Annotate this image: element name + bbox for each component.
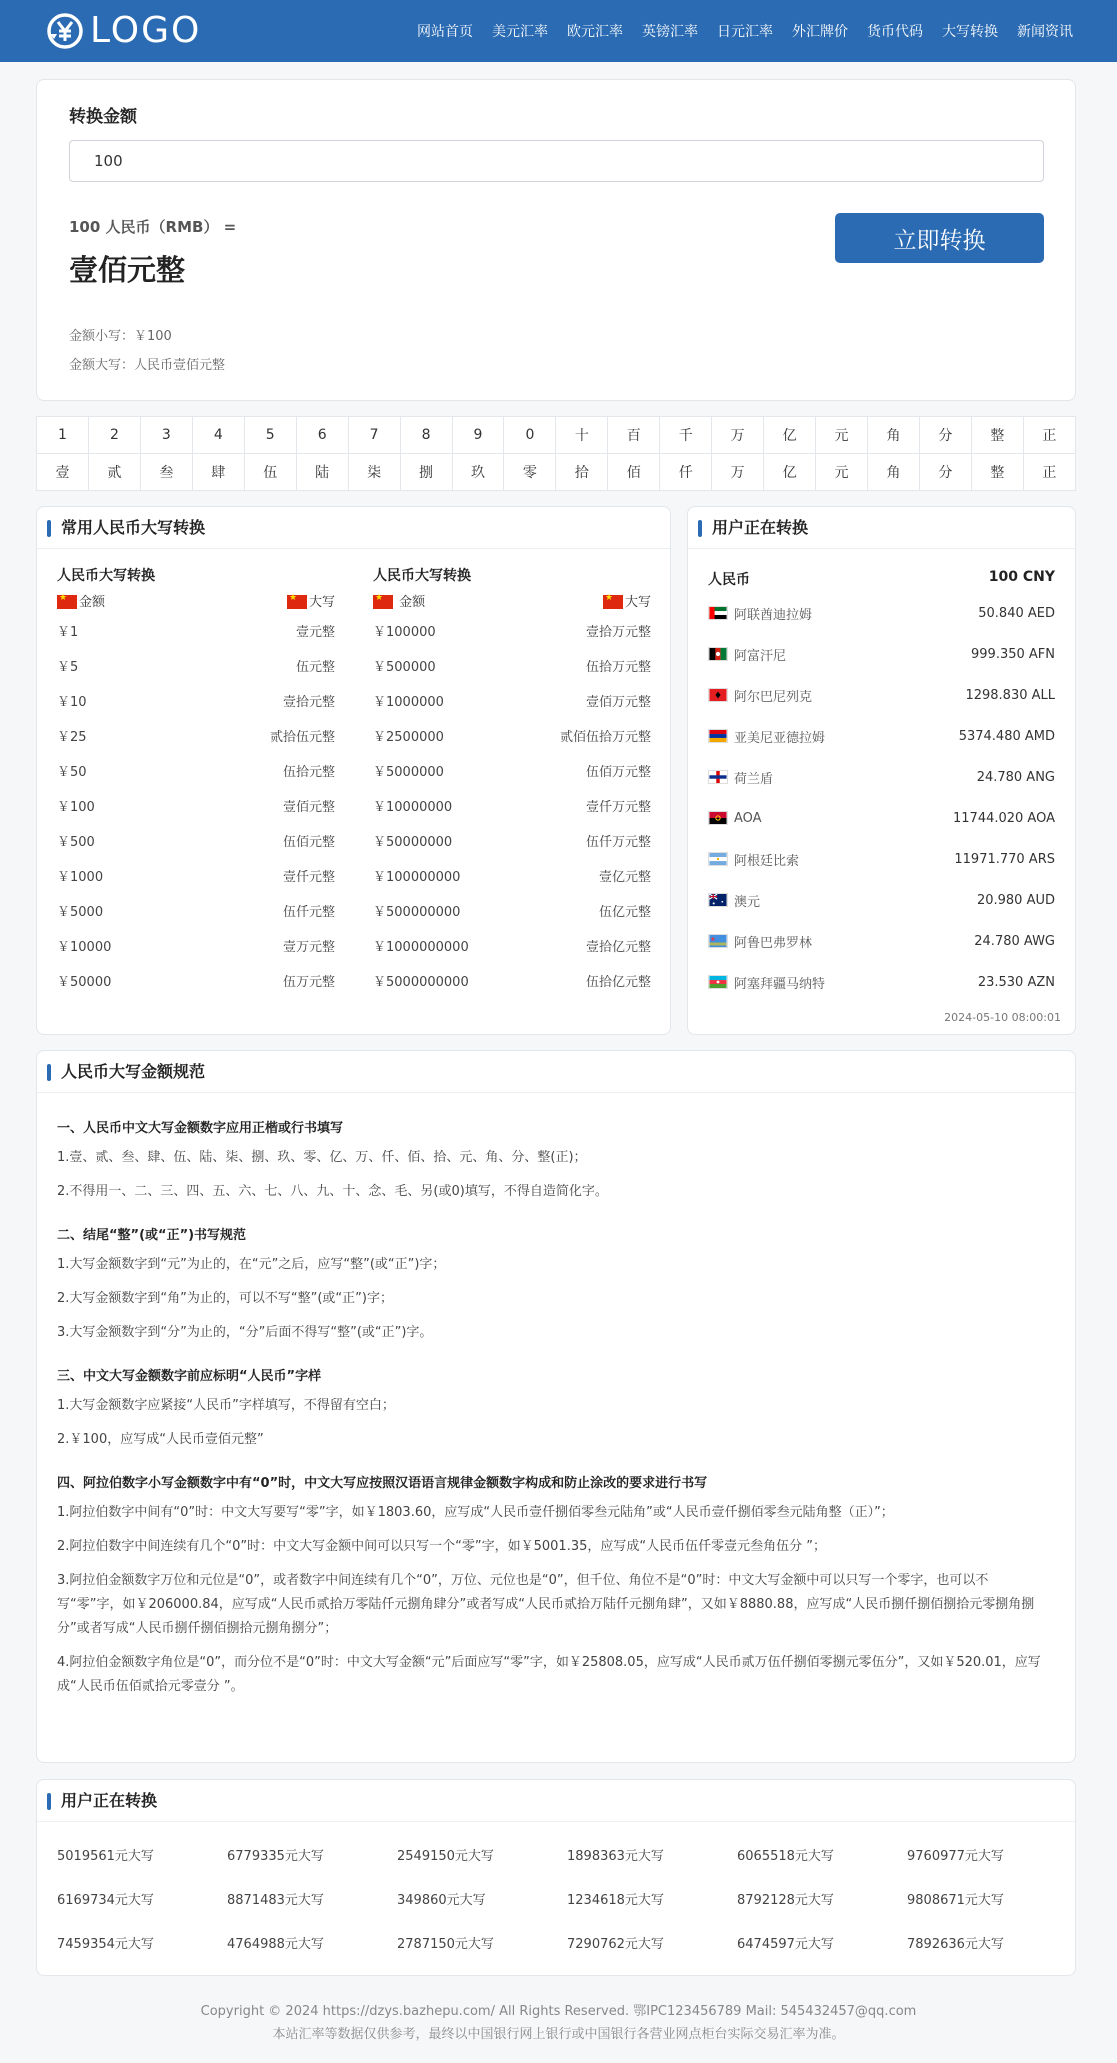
- result-uppercase: 壹佰元整: [69, 253, 186, 287]
- uppercase-digit-cell: 柒: [348, 454, 400, 491]
- digit-cell: 百: [608, 417, 660, 454]
- uppercase-digit-cell: 万: [712, 454, 764, 491]
- col-title: 人民币大写转换: [373, 568, 471, 584]
- common-row: [373, 613, 651, 648]
- uppercase-digit-cell: 叁: [140, 454, 192, 491]
- currency-name-label: 阿富汗尼: [734, 648, 787, 664]
- digit-cell: 分: [919, 417, 971, 454]
- digit-cell: 正: [1023, 417, 1075, 454]
- nav-currency-codes[interactable]: 货币代码: [867, 24, 923, 40]
- rule-item: 2.不得用一、二、三、四、五、六、七、八、九、十、念、毛、另(或0)填写，不得自造简化字。: [57, 1184, 608, 1199]
- recent-conversion-link[interactable]: 6779335元大写: [227, 1849, 324, 1864]
- update-timestamp: 2024-05-10 08:00:01: [944, 1011, 1061, 1024]
- currency-name-label: 荷兰盾: [734, 771, 774, 787]
- common-panel-title: 常用人民币大写转换: [37, 507, 670, 549]
- currency-value: 24.780 AWG: [974, 933, 1055, 949]
- rule-item: 1.大写金额数字到“元”为止的，在“元”之后，应写“整”(或“正”)字；: [57, 1257, 446, 1272]
- recent-conversion-link[interactable]: 6169734元大写: [57, 1893, 154, 1908]
- rule-item: 1.壹、贰、叁、肆、伍、陆、柒、捌、玖、零、亿、万、仟、佰、拾、元、角、分、整(正)；: [57, 1150, 587, 1165]
- currency-name: [708, 891, 760, 910]
- recent-conversion-link[interactable]: 6065518元大写: [737, 1849, 834, 1864]
- al-flag-icon: [708, 688, 728, 702]
- digit-cell: 亿: [764, 417, 816, 454]
- currency-name: [708, 604, 812, 623]
- currency-name: [708, 686, 812, 705]
- common-row: [373, 683, 651, 718]
- china-flag-icon: [603, 595, 623, 609]
- digit-cell: 1: [37, 417, 89, 454]
- common-row-amount: ￥1000000000: [373, 940, 469, 955]
- rule-section-title: 三、中文大写金额数字前应标明“人民币”字样: [57, 1369, 322, 1384]
- recent-conversion-link[interactable]: 9760977元大写: [907, 1849, 1004, 1864]
- footer-disclaimer: 本站汇率等数据仅供参考，最终以中国银行网上银行或中国银行各营业网点柜台实际交易汇率为准。: [272, 2027, 845, 2042]
- common-row: [373, 963, 651, 998]
- recent-conversion-link[interactable]: 1898363元大写: [567, 1849, 664, 1864]
- nav-home[interactable]: 网站首页: [417, 24, 473, 40]
- common-row-amount: ￥100: [57, 800, 95, 815]
- currency-value: 24.780 ANG: [976, 769, 1055, 785]
- common-row: [373, 928, 651, 963]
- common-row-amount: ￥5000000000: [373, 975, 469, 990]
- nav-usd[interactable]: 美元汇率: [492, 24, 548, 40]
- nav-news[interactable]: 新闻资讯: [1017, 24, 1073, 40]
- digit-cell: 十: [556, 417, 608, 454]
- uppercase-digit-cell: 正: [1023, 454, 1075, 491]
- common-row: [57, 858, 335, 893]
- common-row-uppercase: 伍拾亿元整: [585, 975, 651, 990]
- recent-conversion-link[interactable]: 349860元大写: [397, 1893, 486, 1908]
- rules-panel-title: 人民币大写金额规范: [37, 1051, 1075, 1093]
- currency-name-label: 阿根廷比索: [734, 853, 800, 869]
- digit-cell: 7: [348, 417, 400, 454]
- common-row: [57, 928, 335, 963]
- live-panel-title: 用户正在转换: [688, 507, 1075, 549]
- common-row: [57, 893, 335, 928]
- currency-name-label: 阿尔巴尼列克: [734, 689, 813, 705]
- aw-flag-icon: [708, 934, 728, 948]
- rule-section: [57, 1472, 1045, 1699]
- an-flag-icon: [708, 770, 728, 784]
- common-row-amount: ￥1000: [57, 870, 104, 885]
- nav-uppercase-convert[interactable]: 大写转换: [942, 24, 998, 40]
- common-row-uppercase: 壹拾元整: [282, 695, 335, 710]
- rule-item: 2.￥100，应写成“人民币壹佰元整”: [57, 1432, 264, 1447]
- digit-cell: 4: [192, 417, 244, 454]
- common-row-uppercase: 伍佰万元整: [585, 765, 651, 780]
- common-row-amount: ￥100000: [373, 625, 436, 640]
- common-col-right: [373, 565, 651, 998]
- base-currency-value: 100 CNY: [988, 569, 1055, 585]
- common-row: [57, 963, 335, 998]
- af-flag-icon: [708, 647, 728, 661]
- currency-value: 11744.020 AOA: [953, 810, 1055, 826]
- uppercase-digit-cell: 零: [504, 454, 556, 491]
- currency-name-label: AOA: [734, 810, 762, 826]
- uppercase-digit-cell: 拾: [556, 454, 608, 491]
- common-row-amount: ￥1: [57, 625, 79, 640]
- rule-item: 3.阿拉伯金额数字万位和元位是“0”，或者数字中间连续有几个“0”，万位、元位也是“0”，但千位、角位不是“0”时：中文大写金额中可以只写一个零字，也可以不写“零”字，如￥206000.84，应写成“人民币贰拾万零陆仟元捌角肆分”或者写成“人民币贰拾万陆仟元捌角肆”，又如￥8880.88，应写成“人民币捌仟捌佰捌拾元零捌角捌分”或者写成“人民币捌仟捌佰捌拾元捌角捌分”；: [57, 1573, 1035, 1636]
- recent-conversion-link[interactable]: 6474597元大写: [737, 1937, 834, 1952]
- recent-conversion-link[interactable]: 1234618元大写: [567, 1893, 664, 1908]
- recent-conversions-panel: [36, 1779, 1076, 1976]
- currency-value: 50.840 AED: [978, 605, 1055, 621]
- common-row-uppercase: 壹仟万元整: [585, 800, 651, 815]
- common-row: [373, 893, 651, 928]
- common-conversion-panel: [36, 506, 671, 1035]
- china-flag-icon: [373, 595, 393, 609]
- currency-row[interactable]: [708, 603, 1055, 623]
- common-row-amount: ￥10: [57, 695, 87, 710]
- top-header: [0, 0, 1117, 62]
- digit-cell: 9: [452, 417, 504, 454]
- nav-jpy[interactable]: 日元汇率: [717, 24, 773, 40]
- currency-name: [708, 932, 812, 951]
- main-nav: [398, 0, 1073, 62]
- common-row-uppercase: 壹拾亿元整: [585, 940, 651, 955]
- common-row-uppercase: 壹佰万元整: [585, 695, 651, 710]
- common-row: [57, 718, 335, 753]
- uppercase-digit-cell: 元: [816, 454, 868, 491]
- rules-panel: [36, 1050, 1076, 1763]
- col-head-upper: [287, 591, 335, 610]
- digit-cell: 8: [400, 417, 452, 454]
- common-row-amount: ￥500000000: [373, 905, 461, 920]
- common-row: [57, 753, 335, 788]
- common-row-amount: ￥5: [57, 660, 79, 675]
- common-row-uppercase: 伍元整: [295, 660, 335, 675]
- uppercase-digit-cell: 亿: [764, 454, 816, 491]
- currency-value: 5374.480 AMD: [958, 728, 1055, 744]
- amount-uppercase-text: 金额大写：人民币壹佰元整: [69, 358, 226, 373]
- currency-row[interactable]: [708, 644, 1055, 664]
- nav-forex-quotes[interactable]: 外汇牌价: [792, 24, 848, 40]
- au-flag-icon: [708, 893, 728, 907]
- recent-conversion-link[interactable]: 2549150元大写: [397, 1849, 494, 1864]
- common-row-uppercase: 壹仟元整: [282, 870, 335, 885]
- recent-grid: [57, 1846, 1077, 1956]
- col-header: [373, 587, 651, 613]
- rule-item: 1.大写金额数字应紧接“人民币”字样填写，不得留有空白；: [57, 1398, 395, 1413]
- recent-conversion-link[interactable]: 8871483元大写: [227, 1893, 324, 1908]
- uppercase-digit-cell: 仟: [660, 454, 712, 491]
- currency-row[interactable]: [708, 726, 1055, 746]
- amount-lowercase-text: 金额小写：￥100: [69, 329, 172, 344]
- common-row: [373, 823, 651, 858]
- converter-card: [36, 79, 1076, 401]
- common-row-uppercase: 壹元整: [295, 625, 335, 640]
- currency-row[interactable]: [708, 972, 1055, 992]
- common-row-uppercase: 壹拾万元整: [585, 625, 651, 640]
- uppercase-digit-cell: 捌: [400, 454, 452, 491]
- recent-panel-title: 用户正在转换: [37, 1780, 1075, 1822]
- col-header: [57, 587, 335, 613]
- rules-body: [57, 1117, 1045, 1719]
- uppercase-digit-cell: 陆: [296, 454, 348, 491]
- currency-value: 20.980 AUD: [976, 892, 1055, 908]
- uppercase-digit-cell: 玖: [452, 454, 504, 491]
- common-rows-right: [373, 613, 651, 998]
- col-title: 人民币大写转换: [57, 568, 155, 584]
- col-head-amount-label: 金额: [395, 594, 426, 610]
- common-row-uppercase: 伍仟元整: [282, 905, 335, 920]
- common-row: [373, 648, 651, 683]
- uppercase-digit-cell: 伍: [244, 454, 296, 491]
- rule-item: 4.阿拉伯金额数字角位是“0”，而分位不是“0”时：中文大写金额“元”后面应写“零”字，如￥25808.05，应写成“人民币贰万伍仟捌佰零捌元零伍分”，又如￥520.01，应写成“人民币伍佰贰拾元零壹分 ”。: [57, 1655, 1041, 1694]
- digit-cell: 元: [816, 417, 868, 454]
- recent-conversion-link[interactable]: 5019561元大写: [57, 1849, 154, 1864]
- logo-text: LOGO: [90, 10, 202, 51]
- nav-gbp[interactable]: 英镑汇率: [642, 24, 698, 40]
- currency-row[interactable]: [708, 767, 1055, 787]
- rule-section-title: 四、阿拉伯数字小写金额数字中有“0”时，中文大写应按照汉语语言规律金额数字构成和防止涂改的要求进行书写: [57, 1476, 708, 1491]
- currency-name-label: 阿联酋迪拉姆: [734, 607, 813, 623]
- china-flag-icon: [287, 595, 307, 609]
- col-head-amount-label: 金额: [79, 594, 106, 610]
- common-row-amount: ￥5000: [57, 905, 104, 920]
- footer-copyright: Copyright © 2024 https://dzys.bazhepu.com/ All Rights Reserved. 鄂IPC123456789 Mail: 545432457@qq.com: [200, 2004, 917, 2019]
- currency-name-label: 阿鲁巴弗罗林: [734, 935, 813, 951]
- currency-name: [708, 973, 825, 992]
- digit-cell: 3: [140, 417, 192, 454]
- common-row: [373, 788, 651, 823]
- currency-value: 23.530 AZN: [977, 974, 1055, 990]
- currency-name: [708, 811, 762, 826]
- recent-conversion-link[interactable]: 9808671元大写: [907, 1893, 1004, 1908]
- common-row: [373, 753, 651, 788]
- common-row: [57, 613, 335, 648]
- common-row-amount: ￥100000000: [373, 870, 461, 885]
- currency-value: 1298.830 ALL: [965, 687, 1055, 703]
- common-row-uppercase: 伍亿元整: [598, 905, 651, 920]
- common-row-uppercase: 伍仟万元整: [585, 835, 651, 850]
- china-flag-icon: [57, 595, 77, 609]
- common-row-uppercase: 贰拾伍元整: [269, 730, 335, 745]
- rule-section: [57, 1224, 1045, 1345]
- common-row: [373, 858, 651, 893]
- digit-cell: 角: [868, 417, 920, 454]
- digit-cell: 千: [660, 417, 712, 454]
- recent-conversion-link[interactable]: 7459354元大写: [57, 1937, 154, 1952]
- am-flag-icon: [708, 729, 728, 743]
- common-row-uppercase: 壹亿元整: [598, 870, 651, 885]
- uppercase-digit-cell: 分: [919, 454, 971, 491]
- ae-flag-icon: [708, 606, 728, 620]
- recent-conversion-link[interactable]: 8792128元大写: [737, 1893, 834, 1908]
- common-row-amount: ￥10000000: [373, 800, 453, 815]
- common-row-amount: ￥5000000: [373, 765, 444, 780]
- digit-cell: 整: [971, 417, 1023, 454]
- amount-input[interactable]: [69, 140, 1044, 182]
- col-head-amount: [57, 591, 105, 610]
- common-row-uppercase: 伍拾万元整: [585, 660, 651, 675]
- common-row-uppercase: 伍拾元整: [282, 765, 335, 780]
- currency-name-label: 澳元: [734, 894, 761, 910]
- base-currency-name: 人民币: [708, 572, 750, 588]
- ar-flag-icon: [708, 852, 728, 866]
- common-row-uppercase: 贰佰伍拾万元整: [559, 730, 651, 745]
- currency-row[interactable]: [708, 685, 1055, 705]
- digit-row-chinese: [37, 454, 1076, 491]
- common-row: [57, 648, 335, 683]
- uppercase-digit-cell: 肆: [192, 454, 244, 491]
- col-head-amount: [373, 591, 425, 610]
- col-head-upper: [603, 591, 651, 610]
- uppercase-digit-cell: 壹: [37, 454, 89, 491]
- currency-name: [708, 645, 786, 664]
- az-flag-icon: [708, 975, 728, 989]
- col-head-upper-label: 大写: [624, 594, 651, 610]
- common-row: [57, 823, 335, 858]
- currency-value: 11971.770 ARS: [954, 851, 1055, 867]
- common-row-uppercase: 伍佰元整: [282, 835, 335, 850]
- digit-mapping-table: [36, 416, 1076, 491]
- common-row-amount: ￥2500000: [373, 730, 444, 745]
- common-row: [57, 683, 335, 718]
- common-row-uppercase: 壹万元整: [282, 940, 335, 955]
- common-row-amount: ￥10000: [57, 940, 112, 955]
- uppercase-digit-cell: 佰: [608, 454, 660, 491]
- convert-button[interactable]: 立即转换: [835, 213, 1044, 263]
- recent-conversion-link[interactable]: 4764988元大写: [227, 1937, 324, 1952]
- recent-conversion-link[interactable]: 7290762元大写: [567, 1937, 664, 1952]
- currency-row[interactable]: [708, 808, 1055, 828]
- site-logo[interactable]: [46, 12, 201, 50]
- currency-row[interactable]: [708, 931, 1055, 951]
- uppercase-digit-cell: 整: [971, 454, 1023, 491]
- common-row-uppercase: 伍万元整: [282, 975, 335, 990]
- currency-row[interactable]: [708, 890, 1055, 910]
- common-row-amount: ￥500: [57, 835, 95, 850]
- result-line: 100 人民币（RMB） =: [69, 218, 237, 236]
- recent-conversion-link[interactable]: 2787150元大写: [397, 1937, 494, 1952]
- currency-name-label: 亚美尼亚德拉姆: [734, 730, 826, 746]
- digit-cell: 2: [88, 417, 140, 454]
- rule-item: 1.阿拉伯数字中间有“0”时：中文大写要写“零”字，如￥1803.60，应写成“人民币壹仟捌佰零叁元陆角”或“人民币壹仟捌佰零叁元陆角整（正）”；: [57, 1505, 894, 1520]
- currency-name: [708, 850, 799, 869]
- yen-logo-icon: [46, 12, 84, 50]
- col-head-upper-label: 大写: [308, 594, 335, 610]
- ao-flag-icon: [708, 811, 728, 825]
- live-conversions-panel: [687, 506, 1076, 1035]
- currency-value: 999.350 AFN: [971, 646, 1055, 662]
- rule-item: 2.大写金额数字到“角”为止的，可以不写“整”(或“正”)字；: [57, 1291, 393, 1306]
- digit-cell: 6: [296, 417, 348, 454]
- uppercase-digit-cell: 角: [868, 454, 920, 491]
- common-row-amount: ￥50000000: [373, 835, 453, 850]
- common-row-amount: ￥1000000: [373, 695, 444, 710]
- common-row-amount: ￥50000: [57, 975, 112, 990]
- rule-item: 2.阿拉伯数字中间连续有几个“0”时：中文大写金额中间可以只写一个“零”字，如￥5001.35，应写成“人民币伍仟零壹元叁角伍分 ”；: [57, 1539, 826, 1554]
- rule-section-title: 一、人民币中文大写金额数字应用正楷或行书填写: [57, 1121, 344, 1136]
- currency-name: [708, 768, 773, 787]
- digit-row-arabic: [37, 417, 1076, 454]
- nav-eur[interactable]: 欧元汇率: [567, 24, 623, 40]
- common-row-uppercase: 壹佰元整: [282, 800, 335, 815]
- amount-label: 转换金额: [69, 107, 137, 127]
- base-currency-row: [708, 569, 1055, 589]
- common-row-amount: ￥25: [57, 730, 87, 745]
- currency-name: [708, 727, 825, 746]
- rule-item: 3.大写金额数字到“分”为止的，“分”后面不得写“整”(或“正”)字。: [57, 1325, 433, 1340]
- rule-section: [57, 1365, 1045, 1452]
- common-row-amount: ￥500000: [373, 660, 436, 675]
- common-row: [57, 788, 335, 823]
- currency-name-label: 阿塞拜疆马纳特: [734, 976, 826, 992]
- rule-section-title: 二、结尾“整”(或“正”)书写规范: [57, 1228, 247, 1243]
- common-row-amount: ￥50: [57, 765, 87, 780]
- currency-row[interactable]: [708, 849, 1055, 869]
- common-col-left: [57, 565, 335, 998]
- rule-section: [57, 1117, 1045, 1204]
- digit-cell: 0: [504, 417, 556, 454]
- common-rows-left: [57, 613, 335, 998]
- common-row: [373, 718, 651, 753]
- recent-conversion-link[interactable]: 7892636元大写: [907, 1937, 1004, 1952]
- digit-cell: 万: [712, 417, 764, 454]
- digit-cell: 5: [244, 417, 296, 454]
- uppercase-digit-cell: 贰: [88, 454, 140, 491]
